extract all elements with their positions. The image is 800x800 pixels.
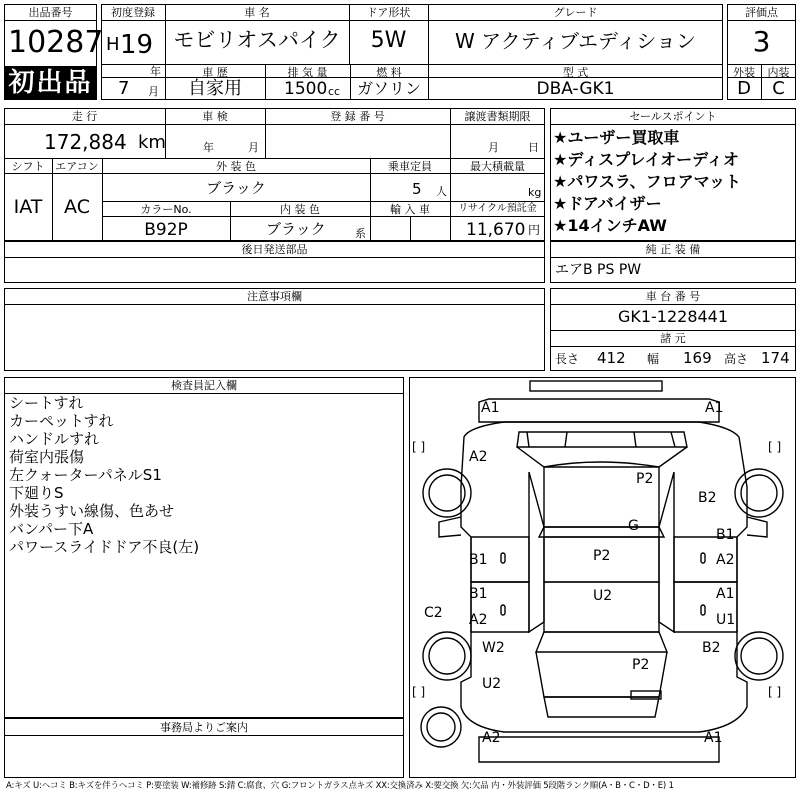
- int-grade-label: 内装: [767, 66, 790, 79]
- damage-code: A2: [469, 449, 488, 465]
- inspector-note: カーペットすれ: [9, 412, 114, 430]
- capacity-unit: 人: [436, 185, 447, 198]
- transfer-month-unit: 月: [488, 141, 499, 154]
- history-label: 車 歴: [202, 66, 228, 79]
- sales-point: ★ユーザー買取車: [553, 128, 680, 147]
- ac-label: エアコン: [55, 160, 99, 173]
- sales-point: ★14インチAW: [553, 216, 667, 235]
- damage-code: C2: [424, 605, 443, 621]
- inspection-month-unit: 月: [248, 141, 259, 154]
- score: 3: [752, 25, 771, 58]
- inspector-note: 左クォーターパネルS1: [9, 466, 162, 484]
- damage-code: B1: [469, 586, 488, 602]
- interior-color-suffix: 系: [355, 227, 366, 240]
- first-listing-badge: 初出品: [4, 66, 97, 100]
- max-load-unit: kg: [528, 186, 542, 199]
- lot-number-label: 出品番号: [28, 6, 73, 19]
- fuel: ガソリン: [356, 79, 421, 98]
- inspector-note: 下廻りS: [9, 484, 64, 502]
- grade-label: グレード: [553, 6, 598, 19]
- damage-code: P2: [593, 548, 611, 564]
- sales-points-label: セールスポイント: [629, 110, 717, 123]
- damage-code: P2: [636, 471, 654, 487]
- damage-code: A1: [705, 400, 724, 416]
- recycle-fee: 11,670: [466, 220, 526, 240]
- door-type: 5W: [370, 28, 407, 53]
- interior-color: ブラック: [266, 220, 326, 238]
- damage-code: U1: [716, 612, 736, 628]
- chassis-number: GK1-1228441: [617, 307, 729, 326]
- ext-grade-label: 外装: [733, 66, 755, 79]
- equipment-label: 純 正 装 備: [645, 243, 701, 256]
- reg-year: 19: [120, 30, 154, 60]
- legend: A:キズ U:ヘコミ B:キズを伴うヘコミ P:要塗装 W:補修跡 S:錆 C:腐食、穴 G:フロントガラス点キズ XX:交換済み X:要交換 欠:欠品 内・外装評価 5段階ランク順(A・B・C・D・E) 1: [6, 781, 674, 791]
- damage-code: A2: [469, 612, 488, 628]
- car-name: モビリオスパイク: [173, 28, 341, 52]
- model-label: 型 式: [562, 66, 589, 79]
- inspector-note: バンパー下A: [9, 520, 94, 538]
- door-label: ドア形状: [366, 6, 411, 19]
- damage-code: A2: [482, 730, 501, 746]
- damage-code: A2: [716, 552, 735, 568]
- bracket-left-top: [ ]: [412, 440, 426, 454]
- notes-label: 注意事項欄: [247, 290, 302, 303]
- history: 自家用: [188, 78, 242, 99]
- model: DBA-GK1: [536, 79, 615, 99]
- exterior-color: ブラック: [206, 179, 266, 197]
- sales-point: ★ディスプレイオーディオ: [553, 150, 739, 169]
- displacement-unit: cc: [328, 85, 341, 98]
- inspector-label: 検査員記入欄: [171, 379, 237, 392]
- width: 169: [683, 349, 712, 367]
- office-label: 事務局よりご案内: [160, 721, 248, 734]
- int-grade: C: [772, 78, 785, 99]
- lot-number: 10287: [8, 25, 104, 60]
- recycle-label: リサイクル預託金: [458, 203, 537, 214]
- era: H: [106, 34, 120, 55]
- bracket-left-bottom: [ ]: [412, 685, 426, 699]
- height-label: 高さ: [724, 352, 749, 366]
- damage-code: U2: [593, 588, 613, 604]
- capacity-label: 乗車定員: [388, 160, 432, 173]
- damage-code: B1: [469, 552, 488, 568]
- aircon: AC: [64, 196, 90, 218]
- damage-code: A1: [704, 730, 723, 746]
- parts-later-label: 後日発送部品: [241, 243, 308, 256]
- inspection-label: 車 検: [202, 110, 228, 123]
- inspector-note: パワースライドドア不良(左): [9, 538, 200, 556]
- displacement-label: 排 気 量: [287, 66, 328, 79]
- damage-code: P2: [632, 657, 650, 673]
- inspector-note: シートすれ: [9, 394, 84, 412]
- first-reg-label: 初度登録: [111, 6, 155, 19]
- interior-color-label: 内 装 色: [280, 203, 320, 216]
- reg-year-unit: 年: [150, 65, 161, 78]
- equipment-value: エアB PS PW: [555, 262, 642, 278]
- capacity: 5: [412, 180, 422, 198]
- damage-code: B1: [716, 527, 735, 543]
- mileage-label: 走 行: [71, 110, 98, 123]
- fuel-label: 燃 料: [376, 66, 402, 79]
- damage-code: G: [628, 518, 639, 534]
- damage-code: B2: [702, 640, 721, 656]
- sales-point: ★ドアバイザー: [553, 194, 662, 213]
- displacement: 1500: [284, 79, 328, 99]
- transfer-deadline-label: 譲渡書類期限: [464, 110, 531, 123]
- reg-month-unit: 月: [148, 85, 159, 98]
- car-diagram: [409, 377, 796, 778]
- height: 174: [761, 349, 790, 367]
- inspection-year-unit: 年: [203, 141, 214, 154]
- import-label: 輸 入 車: [390, 203, 430, 216]
- color-no: B92P: [144, 220, 188, 240]
- chassis-label: 車 台 番 号: [645, 290, 701, 303]
- damage-code: W2: [482, 640, 505, 656]
- shift: IAT: [13, 196, 43, 218]
- car-name-label: 車 名: [244, 6, 270, 19]
- damage-code: U2: [482, 676, 502, 692]
- inspector-note: 外装うすい線傷、色あせ: [9, 502, 175, 520]
- mileage-unit: km: [138, 132, 166, 153]
- recycle-unit: 円: [528, 223, 541, 237]
- damage-code: B2: [698, 490, 717, 506]
- grade: W アクティブエディション: [455, 29, 696, 53]
- registration-label: 登 録 番 号: [330, 110, 385, 123]
- bracket-right-bottom: [ ]: [768, 685, 782, 699]
- inspector-note: 荷室内張傷: [9, 448, 85, 466]
- exterior-color-label: 外 装 色: [216, 160, 256, 173]
- max-load-label: 最大積載量: [470, 160, 525, 173]
- dimensions-label: 諸 元: [660, 332, 686, 345]
- ext-grade: D: [737, 78, 751, 99]
- color-no-label: カラーNo.: [140, 203, 192, 216]
- width-label: 幅: [647, 352, 660, 366]
- damage-code: A1: [716, 586, 735, 602]
- score-label: 評価点: [745, 6, 778, 19]
- length: 412: [597, 349, 626, 367]
- inspector-note: ハンドルすれ: [9, 430, 100, 448]
- sales-point: ★パワスラ、フロアマット: [553, 172, 741, 191]
- bracket-right-top: [ ]: [768, 440, 782, 454]
- mileage: 172,884: [44, 130, 127, 154]
- length-label: 長さ: [555, 352, 580, 366]
- transfer-day-unit: 日: [528, 141, 539, 154]
- reg-month: 7: [118, 78, 130, 99]
- damage-code: A1: [481, 400, 500, 416]
- shift-label: シフト: [11, 160, 45, 173]
